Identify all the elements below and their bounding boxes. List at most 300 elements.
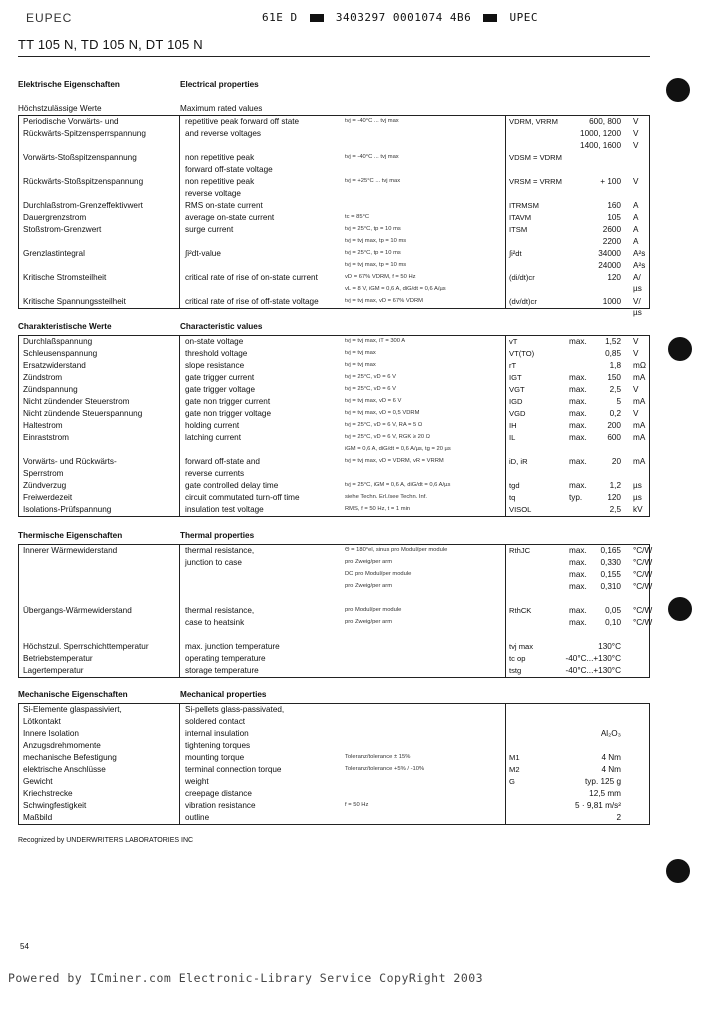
unit: mA xyxy=(633,397,646,406)
value: 0,05 xyxy=(605,606,621,615)
unit: V xyxy=(633,177,639,186)
param-en: gate trigger current xyxy=(185,373,255,382)
unit: °C/W xyxy=(633,546,653,555)
table-row xyxy=(19,581,653,593)
condition: pro Zweig/per arm xyxy=(345,583,393,589)
table-row xyxy=(19,188,649,200)
param-en: average on-state current xyxy=(185,213,275,222)
unit: V xyxy=(633,129,639,138)
table-row xyxy=(19,164,649,176)
symbol: G xyxy=(509,777,515,786)
param-en: forward off-state and xyxy=(185,457,260,466)
section-thermal xyxy=(18,531,653,678)
param-en: weight xyxy=(185,777,209,786)
section-heading xyxy=(18,690,650,704)
param-en: storage temperature xyxy=(185,666,259,675)
unit: mΩ xyxy=(633,361,646,370)
subsection-heading xyxy=(18,103,650,116)
symbol: rT xyxy=(509,361,517,370)
unit: A xyxy=(633,213,639,222)
document-code xyxy=(262,11,538,24)
symbol: iD, iR xyxy=(509,457,528,466)
param-de: Zündstrom xyxy=(23,373,63,382)
section-characteristic xyxy=(18,322,650,517)
subheading-en: Maximum rated values xyxy=(180,104,263,113)
condition: vL = 8 V, iGM = 0,6 A, diG/dt = 0,6 A/µs xyxy=(345,286,446,292)
value: 2600 xyxy=(602,225,621,234)
table-row xyxy=(19,432,649,444)
table-bottom-rule xyxy=(18,824,650,825)
table-row xyxy=(19,468,649,480)
table-row xyxy=(19,408,649,420)
param-de: Nicht zündender Steuerstrom xyxy=(23,397,130,406)
limit-type: max. xyxy=(569,373,587,382)
param-de: Zündspannung xyxy=(23,385,78,394)
heading-en: Mechanical properties xyxy=(180,690,267,699)
value: 1,2 xyxy=(609,481,621,490)
unit: A xyxy=(633,237,639,246)
value: 1000, 1200 xyxy=(580,129,621,138)
table-row xyxy=(19,728,649,740)
value: 2 xyxy=(616,813,621,822)
param-de: Rückwärts-Spitzensperrspannung xyxy=(23,129,146,138)
param-de: Innerer Wärmewiderstand xyxy=(23,546,118,555)
param-de: elektrische Anschlüsse xyxy=(23,765,106,774)
value: 12,5 mm xyxy=(589,789,621,798)
param-en: junction to case xyxy=(185,558,242,567)
value: -40°C...+130°C xyxy=(565,654,621,663)
condition: tvj = tvj max, tp = 10 ms xyxy=(345,238,407,244)
spec-table xyxy=(18,336,650,516)
unit: V xyxy=(633,337,639,346)
value: 2200 xyxy=(602,237,621,246)
value: 0,330 xyxy=(600,558,621,567)
table-row xyxy=(19,776,649,788)
limit-type: max. xyxy=(569,337,587,346)
param-en: on-state voltage xyxy=(185,337,244,346)
param-en: creepage distance xyxy=(185,789,252,798)
table-row xyxy=(19,140,649,152)
limit-type: max. xyxy=(569,570,587,579)
param-en: soldered contact xyxy=(185,717,246,726)
table-row xyxy=(19,557,653,569)
heading-de: Thermische Eigenschaften xyxy=(18,531,123,540)
param-de: Maßbild xyxy=(23,813,53,822)
symbol: IGT xyxy=(509,373,522,382)
limit-type: max. xyxy=(569,421,587,430)
heading-en: Thermal properties xyxy=(180,531,255,540)
symbol: ITRMSM xyxy=(509,201,539,210)
symbol: IGD xyxy=(509,397,523,406)
param-en: terminal connection torque xyxy=(185,765,282,774)
value: 1,8 xyxy=(609,361,621,370)
unit: °C/W xyxy=(633,618,653,627)
value: 0,2 xyxy=(609,409,621,418)
value: 2,5 xyxy=(609,385,621,394)
param-en: non repetitive peak xyxy=(185,153,255,162)
punch-hole xyxy=(668,597,692,621)
table-row xyxy=(19,128,649,140)
powered-by-line: Powered by ICminer.com Electronic-Library Service CopyRight 2003 xyxy=(8,971,484,985)
param-en: slope resistance xyxy=(185,361,245,370)
spec-table xyxy=(18,545,653,677)
unit: V xyxy=(633,117,639,126)
brand-right: UPEC xyxy=(509,11,538,24)
param-de: Sperrstrom xyxy=(23,469,64,478)
heading-en: Characteristic values xyxy=(180,322,263,331)
subheading-de: Höchstzulässige Werte xyxy=(18,104,102,113)
condition: tvj = 25°C, vD = 6 V, RA = 5 Ω xyxy=(345,422,423,428)
page-title: TT 105 N, TD 105 N, DT 105 N xyxy=(18,37,203,52)
limit-type: max. xyxy=(569,481,587,490)
limit-type: max. xyxy=(569,618,587,627)
table-row xyxy=(19,116,649,128)
spec-table xyxy=(18,116,650,317)
limit-type: max. xyxy=(569,433,587,442)
table-bottom-rule xyxy=(18,677,650,678)
symbol: ITAVM xyxy=(509,213,532,222)
symbol: vT xyxy=(509,337,518,346)
param-de: Dauergrenzstrom xyxy=(23,213,87,222)
unit: mA xyxy=(633,373,646,382)
param-en: tightening torques xyxy=(185,741,251,750)
value: 24000 xyxy=(598,261,621,270)
section-heading xyxy=(18,80,650,93)
unit: V xyxy=(633,409,639,418)
value: 0,85 xyxy=(605,349,621,358)
value: 0,165 xyxy=(600,546,621,555)
value: 0,155 xyxy=(600,570,621,579)
value: 105 xyxy=(607,213,621,222)
spec-table xyxy=(18,704,650,824)
limit-type: max. xyxy=(569,385,587,394)
param-de: Kriechstrecke xyxy=(23,789,73,798)
param-de: Durchlaßspannung xyxy=(23,337,93,346)
param-de: Durchlaßstrom-Grenzeffektivwert xyxy=(23,201,143,210)
param-de: Isolations-Prüfspannung xyxy=(23,505,112,514)
param-de: Lagertemperatur xyxy=(23,666,84,675)
param-en: latching current xyxy=(185,433,241,442)
symbol: IH xyxy=(509,421,517,430)
unit: V xyxy=(633,349,639,358)
param-de: Vorwärts- und Rückwärts- xyxy=(23,457,117,466)
value: 20 xyxy=(611,457,621,466)
condition: vD = 67% VDRM, f = 50 Hz xyxy=(345,274,416,280)
heading-de: Charakteristische Werte xyxy=(18,322,112,331)
param-en: gate controlled delay time xyxy=(185,481,279,490)
unit: V xyxy=(633,385,639,394)
condition: pro Modul/per module xyxy=(345,607,402,613)
value: 0,10 xyxy=(605,618,621,627)
condition: DC pro Modul/per module xyxy=(345,571,412,577)
param-en: internal insulation xyxy=(185,729,249,738)
symbol: tstg xyxy=(509,666,522,675)
table-row xyxy=(19,617,653,629)
condition: tvj = 25°C, vD = 6 V xyxy=(345,386,396,392)
section-mechanical xyxy=(18,690,650,825)
table-row xyxy=(19,593,649,605)
param-en: and reverse voltages xyxy=(185,129,262,138)
param-en: reverse currents xyxy=(185,469,245,478)
param-de: Einraststrom xyxy=(23,433,69,442)
table-row xyxy=(19,740,649,752)
table-row xyxy=(19,641,649,653)
table-row xyxy=(19,504,649,516)
value: 1,52 xyxy=(605,337,621,346)
table-row xyxy=(19,296,649,317)
param-en: critical rate of rise of on-state current xyxy=(185,273,318,282)
param-de: Schleusenspannung xyxy=(23,349,98,358)
param-de: Grenzlastintegral xyxy=(23,249,85,258)
param-en: gate non trigger current xyxy=(185,397,271,406)
table-row xyxy=(19,456,649,468)
table-row xyxy=(19,212,649,224)
punch-hole xyxy=(666,78,690,102)
table-row xyxy=(19,420,649,432)
section-heading xyxy=(18,531,650,545)
condition: siehe Techn. Erl./see Techn. Inf. xyxy=(345,494,427,500)
condition: iGM = 0,6 A, diG/dt = 0,6 A/µs, tg = 20 µs xyxy=(345,446,451,452)
table-row xyxy=(19,492,649,504)
symbol: VGD xyxy=(509,409,526,418)
value: 600, 800 xyxy=(589,117,621,126)
unit: V xyxy=(633,141,639,150)
title-rule xyxy=(18,56,650,57)
table-row xyxy=(19,665,649,677)
condition: tvj = tvj max xyxy=(345,350,376,356)
param-en: thermal resistance, xyxy=(185,606,255,615)
param-en: vibration resistance xyxy=(185,801,256,810)
value: Al₂O₃ xyxy=(600,729,621,738)
table-row xyxy=(19,348,649,360)
punch-hole xyxy=(666,859,690,883)
table-row xyxy=(19,812,649,824)
table-bottom-rule xyxy=(18,516,650,517)
param-de: Übergangs-Wärmewiderstand xyxy=(23,606,132,615)
section-heading xyxy=(18,322,650,336)
unit: A²s xyxy=(633,249,646,258)
param-en: insulation test voltage xyxy=(185,505,264,514)
table-row xyxy=(19,800,649,812)
symbol: VT(TO) xyxy=(509,349,535,358)
param-en: gate trigger voltage xyxy=(185,385,256,394)
condition: tvj = 25°C, vD = 6 V xyxy=(345,374,396,380)
unit: V/µs xyxy=(633,297,642,317)
table-row xyxy=(19,260,649,272)
value: 5 xyxy=(616,397,621,406)
table-row xyxy=(19,284,649,296)
heading-en: Electrical properties xyxy=(180,80,259,89)
condition: Toleranz/tolerance ± 15% xyxy=(345,754,411,760)
value: + 100 xyxy=(600,177,621,186)
param-de: Freiwerdezeit xyxy=(23,493,73,502)
page-number: 54 xyxy=(20,942,29,951)
condition: tvj = -40°C ... tvj max xyxy=(345,154,399,160)
barcode-block xyxy=(483,14,497,22)
unit: °C/W xyxy=(633,582,653,591)
value: 150 xyxy=(607,373,621,382)
value: 1000 xyxy=(602,297,621,306)
limit-type: max. xyxy=(569,558,587,567)
param-en: surge current xyxy=(185,225,234,234)
symbol: RthCK xyxy=(509,606,532,615)
value: 4 Nm xyxy=(601,753,621,762)
value: 160 xyxy=(607,201,621,210)
condition: tvj = 25°C, vD = 6 V, RGK ≥ 20 Ω xyxy=(345,434,431,440)
param-de: Zündverzug xyxy=(23,481,67,490)
unit: kV xyxy=(633,505,643,514)
heading-de: Elektrische Eigenschaften xyxy=(18,80,120,89)
param-en: case to heatsink xyxy=(185,618,245,627)
condition: tvj = +25°C ... tvj max xyxy=(345,178,401,184)
limit-type: max. xyxy=(569,409,587,418)
table-row xyxy=(19,176,649,188)
condition: tvj = tvj max, vD = 6 V xyxy=(345,398,402,404)
param-de: Schwingfestigkeit xyxy=(23,801,87,810)
value: 5 · 9,81 m/s² xyxy=(575,801,621,810)
param-de: mechanische Befestigung xyxy=(23,753,117,762)
code-b: 3403297 0001074 4B6 xyxy=(335,11,472,24)
condition: f = 50 Hz xyxy=(345,802,369,808)
table-row xyxy=(19,224,649,236)
symbol: ∫i²dt xyxy=(509,249,522,258)
param-de: Betriebstemperatur xyxy=(23,654,93,663)
param-en: critical rate of rise of off-state voltage xyxy=(185,297,319,306)
param-en: thermal resistance, xyxy=(185,546,255,555)
condition: pro Zweig/per arm xyxy=(345,559,393,565)
code-a: 61E D xyxy=(262,11,298,24)
param-de: Haltestrom xyxy=(23,421,63,430)
param-en: ∫i²dt-value xyxy=(185,249,221,258)
value: 120 xyxy=(607,493,621,502)
symbol: tq xyxy=(509,493,516,502)
condition: tvj = tvj max, tp = 10 ms xyxy=(345,262,407,268)
value: 4 Nm xyxy=(601,765,621,774)
table-row xyxy=(19,788,649,800)
value: -40°C...+130°C xyxy=(565,666,621,675)
table-row xyxy=(19,360,649,372)
table-row xyxy=(19,629,649,641)
param-en: max. junction temperature xyxy=(185,642,280,651)
punch-hole xyxy=(668,337,692,361)
param-en: non repetitive peak xyxy=(185,177,255,186)
table-row xyxy=(19,372,649,384)
param-de: Vorwärts-Stoßspitzenspannung xyxy=(23,153,137,162)
table-row xyxy=(19,545,653,557)
unit: °C/W xyxy=(633,606,653,615)
table-row xyxy=(19,752,649,764)
value: 130°C xyxy=(598,642,621,651)
param-de: Kritische Spannungssteilheit xyxy=(23,297,126,306)
param-de: Stoßstrom-Grenzwert xyxy=(23,225,102,234)
unit: mA xyxy=(633,457,646,466)
value: 2,5 xyxy=(609,505,621,514)
param-de: Innere Isolation xyxy=(23,729,79,738)
unit: A/µs xyxy=(633,273,642,293)
table-row xyxy=(19,480,649,492)
unit: A xyxy=(633,201,639,210)
brand-left: EUPEC xyxy=(26,11,73,25)
unit: A²s xyxy=(633,261,646,270)
unit: °C/W xyxy=(633,558,653,567)
value: 120 xyxy=(607,273,621,282)
param-en: mounting torque xyxy=(185,753,245,762)
symbol: M2 xyxy=(509,765,520,774)
symbol: VGT xyxy=(509,385,525,394)
table-row xyxy=(19,716,649,728)
value: 200 xyxy=(607,421,621,430)
symbol: tvj max xyxy=(509,642,534,651)
condition: tvj = tvj max, vD = VDRM, vR = VRRM xyxy=(345,458,444,464)
limit-type: max. xyxy=(569,582,587,591)
condition: tvj = 25°C, iGM = 0,6 A, diG/dt = 0,6 A/µs xyxy=(345,482,451,488)
symbol: (dv/dt)cr xyxy=(509,297,537,306)
symbol: M1 xyxy=(509,753,520,762)
barcode-block xyxy=(310,14,324,22)
unit: A xyxy=(633,225,639,234)
value: 34000 xyxy=(598,249,621,258)
table-row xyxy=(19,200,649,212)
limit-type: max. xyxy=(569,606,587,615)
param-en: outline xyxy=(185,813,210,822)
param-en: forward off-state voltage xyxy=(185,165,273,174)
param-de: Nicht zündende Steuerspannung xyxy=(23,409,143,418)
table-row xyxy=(19,704,649,716)
table-row xyxy=(19,248,649,260)
param-de: Kritische Stromsteilheit xyxy=(23,273,107,282)
condition: RMS, f = 50 Hz, t = 1 min xyxy=(345,506,411,512)
symbol: VISOL xyxy=(509,505,532,514)
param-en: Si-pellets glass-passivated, xyxy=(185,705,285,714)
symbol: VDRM, VRRM xyxy=(509,117,558,126)
table-bottom-rule xyxy=(18,308,650,309)
unit: mA xyxy=(633,421,646,430)
param-de: Si-Elemente glaspassiviert, xyxy=(23,705,122,714)
param-de: Anzugsdrehmomente xyxy=(23,741,101,750)
param-de: Lötkontakt xyxy=(23,717,61,726)
condition: pro Zweig/per arm xyxy=(345,619,393,625)
table-row xyxy=(19,384,649,396)
limit-type: typ. xyxy=(569,493,583,502)
param-en: operating temperature xyxy=(185,654,266,663)
limit-type: max. xyxy=(569,397,587,406)
condition: tvj = 25°C, tp = 10 ms xyxy=(345,226,401,232)
unit: µs xyxy=(633,481,642,490)
param-de: Ersatzwiderstand xyxy=(23,361,86,370)
symbol: tc op xyxy=(509,654,526,663)
symbol: VRSM = VRRM xyxy=(509,177,562,186)
unit: mA xyxy=(633,433,646,442)
param-en: repetitive peak forward off state xyxy=(185,117,300,126)
param-de: Höchstzul. Sperrschichttemperatur xyxy=(23,642,149,651)
table-row xyxy=(19,764,649,776)
symbol: tgd xyxy=(509,481,520,490)
section-electrical xyxy=(18,80,650,317)
param-en: RMS on-state current xyxy=(185,201,263,210)
param-de: Periodische Vorwärts- und xyxy=(23,117,119,126)
unit: µs xyxy=(633,493,642,502)
condition: tvj = tvj max, iT = 300 A xyxy=(345,338,406,344)
symbol: (di/dt)cr xyxy=(509,273,535,282)
value: 600 xyxy=(607,433,621,442)
condition: tvj = tvj max xyxy=(345,362,376,368)
table-row xyxy=(19,444,649,456)
param-de: Gewicht xyxy=(23,777,53,786)
value: 0,310 xyxy=(600,582,621,591)
limit-type: max. xyxy=(569,457,587,466)
table-row xyxy=(19,653,649,665)
table-row xyxy=(19,336,649,348)
